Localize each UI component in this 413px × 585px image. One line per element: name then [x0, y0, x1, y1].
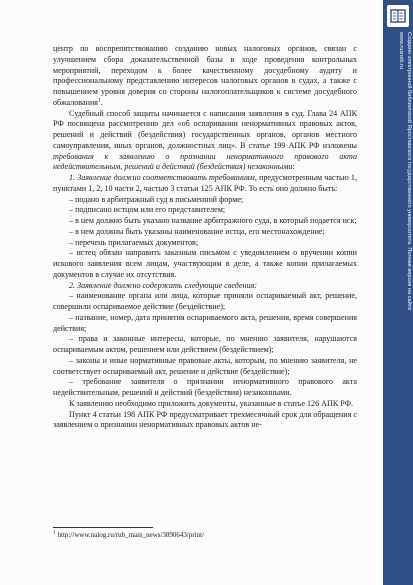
list-item: – требование заявителя о признании ненормативного правового акта недействительным, решений и действий (бездействия) незаконными. — [53, 377, 357, 397]
paragraph: 1. Заявление должно соответствовать требованиям, предусмотренным частью 1, пунктами 1, 2, 10 части 2, частью 3 статьи 125 АПК РФ. То есть оно должно быть: — [53, 173, 357, 193]
paragraph: Пункт 4 статьи 198 АПК РФ предусматривает трехмесячный срок для обращения с заявлением о признании ненормативных правовых актов не- — [53, 409, 357, 430]
list-item: – истец обязан направить заказным письмом с уведомлением о вручении копии искового заявления всем лицам, участвующим в деле, а также копии прилагаемых документов в случае их отсутствия. — [53, 248, 357, 279]
list-item: – законы и иные нормативные правовые акты, которым, по мнению заявителя, не соответствует оспариваемый акт, решение и действие (бездействие); — [53, 355, 357, 376]
sidebar-caption — [383, 32, 413, 392]
paragraph: 2. Заявление должно содержать следующие сведения: — [69, 280, 258, 290]
paragraph: Судебный способ защиты начинается с написания заявления в суд. Глава 24 АПК РФ посвящена рассмотрению дел «об оспаривании ненормативных правовых актов, решений и действий (бездействия) государственных органов, органов местного самоуправления, иных органов, должностных лиц». В статье 199 АПК РФ изложены требования к заявлению о признании ненормативного правового акта недействительным, решений и действий (бездействия) незаконными: — [53, 108, 357, 172]
paragraph: К заявлению необходимо приложить документы, указанные в статье 126 АПК РФ. — [69, 398, 354, 408]
book-icon — [389, 7, 407, 25]
list-item: – в нем должно быть указано название арбитражного суда, в который подается иск; — [69, 216, 357, 225]
library-sidebar — [383, 0, 413, 585]
footnote-link[interactable]: http://www.nalog.ru/rub_main_news/3890643/print/ — [57, 531, 205, 539]
paragraph: центр по воспрепятствованию созданию новых налоговых органов, связан с улучшением сбора доказательственной базы в ходе проведения контрольных мероприятий, переходом к более качественному досудебному аудиту и профессиональному представлению интересов налоговых органов в судах, а также с повышением уровня доверия со стороны налогоплательщиков к системе досудебного обжалования$^1$. — [53, 44, 357, 107]
list-item: – перечень прилагаемых документов; — [69, 237, 199, 247]
list-item: – права и законные интересы, которые, по мнению заявителя, нарушаются оспариваемым актом, решением или действием (бездействием); — [53, 334, 357, 354]
footnote — [53, 531, 357, 540]
list-item: – в нем должны быть указаны наименование истца, его местонахождение; — [69, 226, 325, 236]
list-item: – подписано истцом или его представителем; — [69, 205, 226, 215]
list-item: – название, номер, дата принятия оспариваемого акта, решения, время совершения действия; — [53, 312, 357, 333]
footnote-number: 1 — [53, 529, 56, 536]
footnote-divider — [53, 527, 153, 528]
sidebar-line: Создано электронной библиотекой Ярославского государственного университета. Полная версия на сайте — [406, 32, 412, 311]
list-item: – наименование органа или лица, которые приняли оспариваемый акт, решение, совершили оспариваемое действие (бездействие); — [53, 291, 357, 311]
sidebar-url[interactable]: www.rusneb.ru — [398, 32, 404, 69]
footnote-ref: 1 — [98, 97, 101, 104]
list-item: – подано в арбитражный суд в письменной форме; — [69, 194, 244, 204]
library-logo-icon — [387, 5, 409, 27]
document-body — [53, 44, 357, 431]
